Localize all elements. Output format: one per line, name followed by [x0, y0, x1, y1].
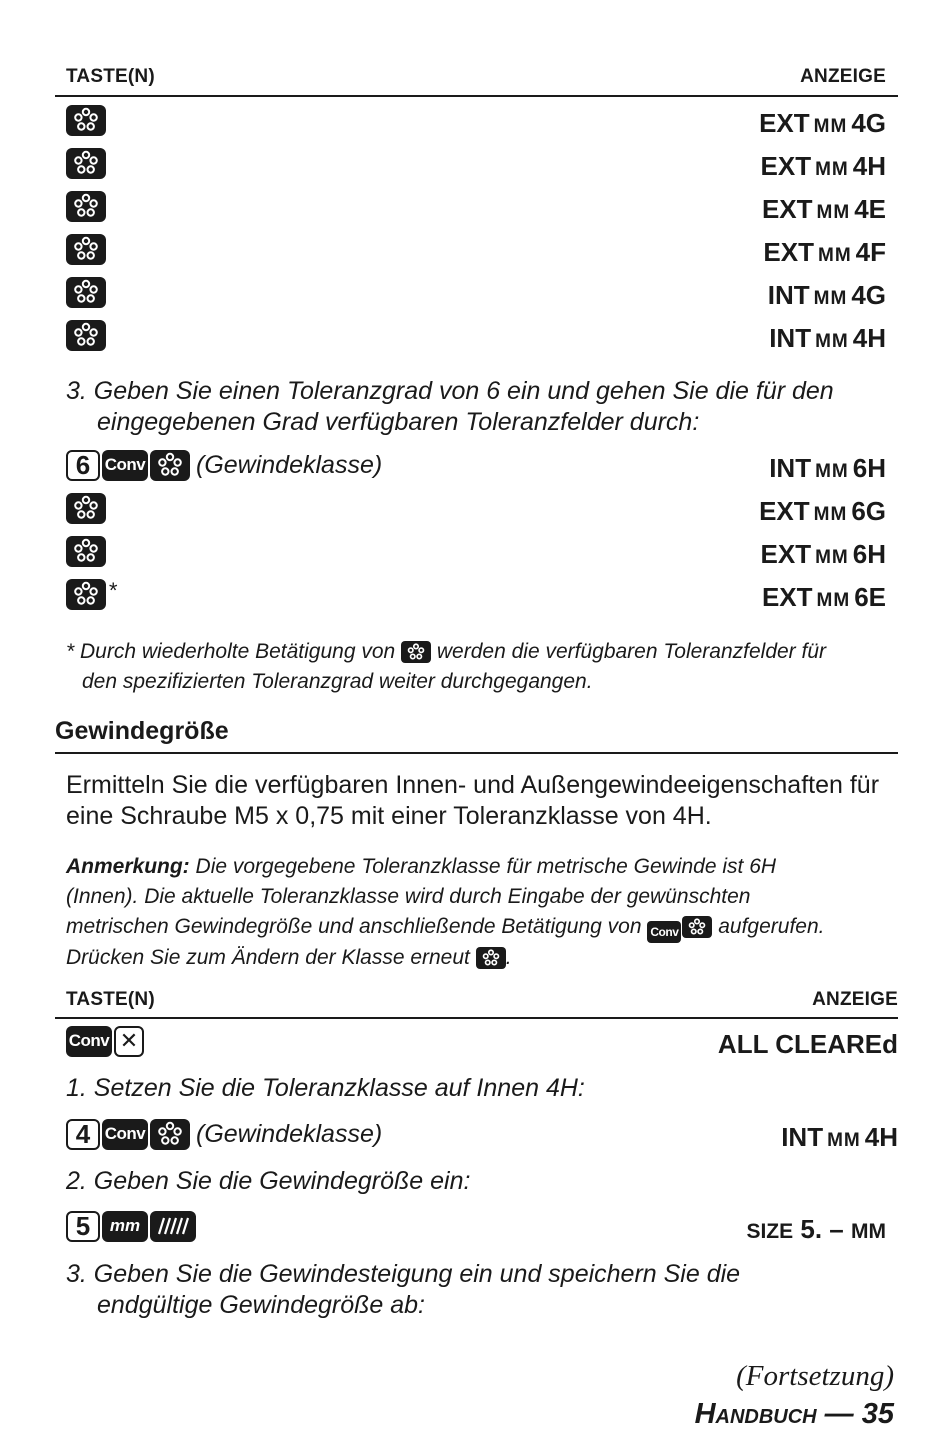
table-row	[0, 578, 950, 618]
asterisk-mark: *	[108, 578, 117, 603]
table-row	[0, 276, 950, 316]
key-note: (Gewindeklasse)	[196, 450, 383, 479]
digit-key: 6	[66, 450, 100, 481]
table-row	[0, 319, 950, 359]
digit-key: 4	[66, 1119, 100, 1150]
conv-key: Conv	[102, 450, 148, 481]
gear-key-icon	[150, 450, 190, 481]
thread-key-icon	[150, 1211, 196, 1242]
key-note: (Gewindeklasse)	[196, 1119, 383, 1148]
header-rule	[55, 95, 898, 97]
note-paragraph: Anmerkung: Die vorgegebene Toleranzklasse für metrische Gewinde ist 6H (Innen). Die aktuelle Toleranzklasse wird durch Eingabe der gewünschten metrischen Gewindegröße und anschließende Betätigung von Conv aufgerufen. Drücken Sie zum Ändern der Klasse erneut .	[66, 855, 825, 969]
display-value: EXT MM 6E	[761, 582, 886, 612]
table-row	[0, 492, 950, 532]
table-row	[0, 535, 950, 575]
table-row	[0, 1025, 950, 1065]
header-rule	[55, 1017, 898, 1019]
table-row	[0, 233, 950, 273]
display-value: SIZE 5. – MM	[746, 1214, 886, 1244]
table-row	[0, 104, 950, 144]
step-instruction: 2. Geben Sie die Gewindegröße ein:	[66, 1167, 471, 1195]
display-value: EXT MM 4H	[760, 151, 886, 181]
mm-key: mm	[102, 1211, 148, 1242]
table-header-keys: TASTE(N)	[66, 989, 155, 1010]
step-instruction: 3. Geben Sie die Gewindesteigung ein und speichern Sie die endgültige Gewindegröße ab:	[66, 1260, 741, 1319]
gear-key-icon	[66, 320, 106, 351]
conv-key: Conv	[66, 1026, 112, 1057]
table-header-display: ANZEIGE	[800, 66, 886, 87]
display-value: EXT MM 6G	[759, 496, 886, 526]
table-row	[0, 449, 950, 489]
conv-key: Conv	[647, 921, 681, 943]
continued-note: (Fortsetzung)	[736, 1360, 894, 1392]
page-footer: Handbuch — 35	[694, 1398, 894, 1430]
display-value: EXT MM 4G	[759, 108, 886, 138]
table-row	[0, 190, 950, 230]
step-instruction: 1. Setzen Sie die Toleranzklasse auf Innen 4H:	[66, 1074, 585, 1102]
gear-key-icon	[66, 148, 106, 179]
table-header-keys: TASTE(N)	[66, 66, 155, 87]
gear-key-icon	[66, 493, 106, 524]
intro-paragraph: Ermitteln Sie die verfügbaren Innen- und Außengewindeeigenschaften für eine Schraube M5 x 0,75 mit einer Toleranzklasse von 4H.	[66, 771, 880, 830]
gear-key-icon	[66, 105, 106, 136]
display-value: INT MM 4H	[769, 323, 886, 353]
display-value: EXT MM 4F	[763, 237, 886, 267]
table-row	[0, 147, 950, 187]
display-value: EXT MM 4E	[761, 194, 886, 224]
display-value: ALL CLEAREd	[717, 1029, 898, 1059]
multiply-key-icon: ✕	[114, 1026, 144, 1057]
gear-key-icon	[66, 234, 106, 265]
display-value: EXT MM 6H	[760, 539, 886, 569]
gear-key-icon	[476, 947, 506, 969]
digit-key: 5	[66, 1211, 100, 1242]
display-value: INT MM 6H	[769, 453, 886, 483]
step-instruction: 3. Geben Sie einen Toleranzgrad von 6 ein und gehen Sie die für den eingegebenen Grad verfügbaren Toleranzfelder durch:	[66, 377, 834, 436]
gear-key-icon	[66, 536, 106, 567]
footnote: * Durch wiederholte Betätigung von werden die verfügbaren Toleranzfelder für den spezifizierten Toleranzgrad weiter durchgegangen.	[66, 640, 827, 693]
gear-key-icon	[66, 191, 106, 222]
gear-key-icon	[682, 916, 712, 938]
gear-key-icon	[401, 641, 431, 663]
conv-key: Conv	[102, 1119, 148, 1150]
gear-key-icon	[66, 277, 106, 308]
section-rule	[55, 752, 898, 754]
page-number: 35	[861, 1398, 894, 1430]
gear-key-icon	[66, 579, 106, 610]
table-header-display: ANZEIGE	[812, 989, 898, 1010]
display-value: INT MM 4G	[767, 280, 886, 310]
section-title: Gewindegröße	[55, 717, 229, 745]
table-row	[0, 1210, 950, 1250]
display-value: INT MM 4H	[781, 1122, 898, 1152]
gear-key-icon	[150, 1119, 190, 1150]
note-label: Anmerkung:	[66, 855, 190, 878]
table-row	[0, 1118, 950, 1158]
